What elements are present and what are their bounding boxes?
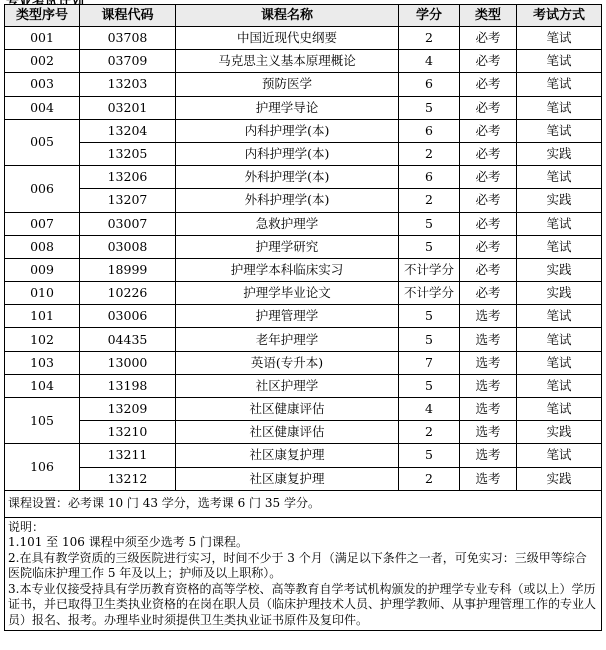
exam-method-cell: 实践: [517, 189, 602, 212]
note-item: 1.101 至 106 课程中须至少选考 5 门课程。: [8, 535, 248, 550]
course-name-cell: 护理学导论: [176, 96, 399, 119]
course-type-cell: 必考: [460, 166, 517, 189]
table-row: [5, 73, 602, 96]
course-code-cell: 13203: [80, 73, 176, 96]
course-credit-cell: 2: [399, 27, 460, 50]
course-name-cell: 护理学研究: [176, 235, 399, 258]
header-credit: 学分: [399, 5, 460, 27]
course-type-cell: 选考: [460, 328, 517, 351]
type-no-cell: 105: [5, 398, 80, 444]
course-name-cell: 急救护理学: [176, 212, 399, 235]
table-row: [5, 235, 602, 258]
exam-method-cell: 实践: [517, 467, 602, 490]
course-credit-cell: 5: [399, 374, 460, 397]
table-row: [5, 96, 602, 119]
course-name-cell: 老年护理学: [176, 328, 399, 351]
course-name-cell: 社区健康评估: [176, 398, 399, 421]
course-name-cell: 社区康复护理: [176, 467, 399, 490]
course-name-cell: 中国近现代史纲要: [176, 27, 399, 50]
exam-method-cell: 笔试: [517, 328, 602, 351]
exam-method-cell: 笔试: [517, 96, 602, 119]
course-credit-cell: 5: [399, 444, 460, 467]
course-credit-cell: 7: [399, 351, 460, 374]
course-code-cell: 13205: [80, 142, 176, 165]
exam-method-cell: 笔试: [517, 444, 602, 467]
exam-method-cell: 笔试: [517, 374, 602, 397]
header-exam-method: 考试方式: [517, 5, 602, 27]
type-no-cell: 103: [5, 351, 80, 374]
course-credit-cell: 4: [399, 398, 460, 421]
type-no-cell: 005: [5, 119, 80, 165]
type-no-cell: 008: [5, 235, 80, 258]
course-name-cell: 护理学毕业论文: [176, 282, 399, 305]
course-type-cell: 必考: [460, 212, 517, 235]
type-no-cell: 004: [5, 96, 80, 119]
course-code-cell: 13212: [80, 467, 176, 490]
table-row: [5, 305, 602, 328]
course-name-cell: 社区健康评估: [176, 421, 399, 444]
table-row: [5, 351, 602, 374]
course-code-cell: 13204: [80, 119, 176, 142]
exam-method-cell: 笔试: [517, 235, 602, 258]
exam-method-cell: 笔试: [517, 166, 602, 189]
course-credit-cell: 2: [399, 142, 460, 165]
table-row: [5, 142, 602, 165]
table-row: [5, 282, 602, 305]
type-no-cell: 102: [5, 328, 80, 351]
course-name-cell: 马克思主义基本原理概论: [176, 50, 399, 73]
exam-method-cell: 笔试: [517, 119, 602, 142]
table-row: [5, 50, 602, 73]
table-row: [5, 119, 602, 142]
exam-method-cell: 笔试: [517, 398, 602, 421]
course-code-cell: 13211: [80, 444, 176, 467]
table-row: [5, 27, 602, 50]
exam-method-cell: 笔试: [517, 305, 602, 328]
table-row: [5, 212, 602, 235]
course-code-cell: 13206: [80, 166, 176, 189]
course-code-cell: 03708: [80, 27, 176, 50]
course-name-cell: 社区康复护理: [176, 444, 399, 467]
course-type-cell: 必考: [460, 27, 517, 50]
exam-method-cell: 实践: [517, 258, 602, 281]
course-type-cell: 选考: [460, 421, 517, 444]
notes-cell: [5, 517, 602, 631]
type-no-cell: 106: [5, 444, 80, 490]
type-no-cell: 009: [5, 258, 80, 281]
course-credit-cell: 2: [399, 421, 460, 444]
course-credit-cell: 5: [399, 305, 460, 328]
course-code-cell: 03201: [80, 96, 176, 119]
course-type-cell: 必考: [460, 50, 517, 73]
course-type-cell: 必考: [460, 96, 517, 119]
type-no-cell: 002: [5, 50, 80, 73]
course-name-cell: 英语(专升本): [176, 351, 399, 374]
course-code-cell: 13000: [80, 351, 176, 374]
course-type-cell: 选考: [460, 305, 517, 328]
table-row: [5, 467, 602, 490]
course-setting: 课程设置：必考课 10 门 43 学分，选考课 6 门 35 学分。: [5, 490, 602, 517]
table-row: [5, 398, 602, 421]
course-table-body: [5, 27, 602, 491]
course-code-cell: 13209: [80, 398, 176, 421]
course-type-cell: 必考: [460, 142, 517, 165]
notes-title: 说明：: [8, 519, 45, 534]
course-code-cell: 13210: [80, 421, 176, 444]
course-code-cell: 10226: [80, 282, 176, 305]
course-table: [4, 4, 602, 631]
course-type-cell: 必考: [460, 189, 517, 212]
course-name-cell: 外科护理学(本): [176, 189, 399, 212]
course-type-cell: 必考: [460, 282, 517, 305]
course-name-cell: 社区护理学: [176, 374, 399, 397]
course-code-cell: 03006: [80, 305, 176, 328]
course-code-cell: 13207: [80, 189, 176, 212]
type-no-cell: 006: [5, 166, 80, 212]
course-name-cell: 护理学本科临床实习: [176, 258, 399, 281]
course-type-cell: 选考: [460, 467, 517, 490]
course-name-cell: 外科护理学(本): [176, 166, 399, 189]
course-name-cell: 护理管理学: [176, 305, 399, 328]
type-no-cell: 101: [5, 305, 80, 328]
note-item: 3.本专业仅接受持具有学历教育资格的高等学校、高等教育自学考试机构颁发的护理学专业专科（或以上）学历证书，并已取得卫生类执业资格的在岗在职人员（临床护理技术人员、护理学教师、从事护理管理工作的专业人员）报名、报考。办理毕业时须提供卫生类执业证书原件及复印件。: [8, 581, 597, 627]
table-row: [5, 328, 602, 351]
course-code-cell: 03007: [80, 212, 176, 235]
course-name-cell: 内科护理学(本): [176, 142, 399, 165]
type-no-cell: 104: [5, 374, 80, 397]
header-type: 类型: [460, 5, 517, 27]
course-code-cell: 18999: [80, 258, 176, 281]
course-type-cell: 必考: [460, 73, 517, 96]
table-row: [5, 421, 602, 444]
course-credit-cell: 5: [399, 328, 460, 351]
course-type-cell: 必考: [460, 119, 517, 142]
course-credit-cell: 5: [399, 235, 460, 258]
course-code-cell: 03008: [80, 235, 176, 258]
header-row: [5, 5, 602, 27]
type-no-cell: 007: [5, 212, 80, 235]
setting-row: [5, 490, 602, 517]
course-credit-cell: 5: [399, 96, 460, 119]
exam-method-cell: 笔试: [517, 27, 602, 50]
course-code-cell: 04435: [80, 328, 176, 351]
type-no-cell: 003: [5, 73, 80, 96]
header-course-code: 课程代码: [80, 5, 176, 27]
course-code-cell: 13198: [80, 374, 176, 397]
header-course-name: 课程名称: [176, 5, 399, 27]
exam-method-cell: 实践: [517, 282, 602, 305]
course-type-cell: 选考: [460, 398, 517, 421]
course-type-cell: 选考: [460, 351, 517, 374]
table-row: [5, 189, 602, 212]
course-name-cell: 内科护理学(本): [176, 119, 399, 142]
course-type-cell: 选考: [460, 444, 517, 467]
course-credit-cell: 6: [399, 119, 460, 142]
table-row: [5, 166, 602, 189]
exam-method-cell: 实践: [517, 421, 602, 444]
type-no-cell: 001: [5, 27, 80, 50]
note-item: 2.在具有教学资质的三级医院进行实习，时间不少于 3 个月（满足以下条件之一者，可免实习：三级甲等综合医院临床护理工作 5 年及以上；护师及以上职称）。: [8, 550, 587, 581]
course-type-cell: 必考: [460, 258, 517, 281]
notes-row: [5, 517, 602, 631]
course-credit-cell: 不计学分: [399, 258, 460, 281]
course-credit-cell: 不计学分: [399, 282, 460, 305]
course-type-cell: 必考: [460, 235, 517, 258]
course-credit-cell: 4: [399, 50, 460, 73]
exam-method-cell: 实践: [517, 142, 602, 165]
type-no-cell: 010: [5, 282, 80, 305]
header-type-no: 类型序号: [5, 5, 80, 27]
exam-method-cell: 笔试: [517, 73, 602, 96]
exam-method-cell: 笔试: [517, 351, 602, 374]
table-row: [5, 258, 602, 281]
table-row: [5, 374, 602, 397]
course-credit-cell: 6: [399, 73, 460, 96]
table-row: [5, 444, 602, 467]
course-credit-cell: 6: [399, 166, 460, 189]
course-type-cell: 选考: [460, 374, 517, 397]
exam-method-cell: 笔试: [517, 50, 602, 73]
course-credit-cell: 2: [399, 467, 460, 490]
course-credit-cell: 2: [399, 189, 460, 212]
course-name-cell: 预防医学: [176, 73, 399, 96]
exam-method-cell: 笔试: [517, 212, 602, 235]
course-code-cell: 03709: [80, 50, 176, 73]
course-credit-cell: 5: [399, 212, 460, 235]
